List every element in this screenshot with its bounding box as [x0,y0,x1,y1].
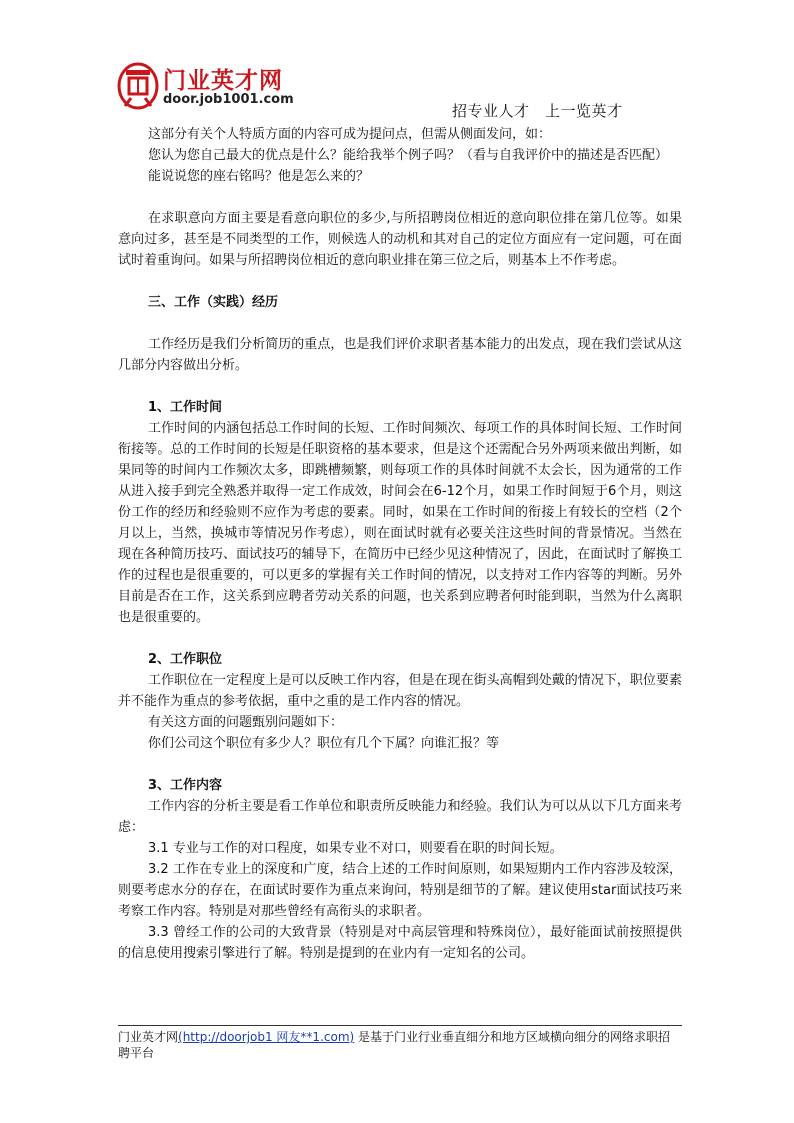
paragraph: 工作职位在一定程度上是可以反映工作内容，但是在现在街头高帽到处戴的情况下，职位要素并不能作为重点的参考依据，重中之重的是工作内容的情况。 [118,673,682,709]
paragraph: 3.3 曾经工作的公司的大致背景（特别是对中高层管理和特殊岗位），最好能面试前按照提供的信息使用搜索引擎进行了解。特别是提到的在业内有一定知名的公司。 [118,925,682,961]
paragraph: 有关这方面的问题甄别问题如下： [148,715,344,730]
logo-url: door.job1001.com [163,92,294,107]
logo-title: 门业英才网 [163,68,283,94]
paragraph: 工作内容的分析主要是看工作单位和职责所反映能力和经验。我们认为可以从以下几方面来考虑： [118,799,682,835]
section-heading: 三、工作（实践）经历 [148,295,279,310]
paragraph: 在求职意向方面主要是看意向职位的多少,与所招聘岗位相近的意向职位排在第几位等。如果意向过多，甚至是不同类型的工作，则候选人的动机和其对自己的定位方面应有一定问题，可在面试时着重询问。如果与所招聘岗位相近的意向职业排在第三位之后，则基本上不作考虑。 [118,211,682,268]
logo-mark-icon [117,60,159,110]
paragraph: 3.2 工作在专业上的深度和广度，结合上述的工作时间原则，如果短期内工作内容涉及较深，则要考虑水分的存在，在面试时要作为重点来询问，特别是细节的了解。建议使用star面试技巧来考察工作内容。特别是对那些曾经有高衔头的求职者。 [118,862,682,919]
paragraph: 能说说您的座右铭吗？他是怎么来的？ [148,169,370,184]
paragraph: 你们公司这个职位有多少人？职位有几个下属？向谁汇报？等 [148,736,500,751]
site-logo [117,60,327,110]
paragraph: 3.1 专业与工作的对口程度，如果专业不对口，则要看在职的时间长短。 [148,841,563,856]
paragraph: 工作时间的内涵包括总工作时间的长短、工作时间频次、每项工作的具体时间长短、工作时间衔接等。总的工作时间的长短是任职资格的基本要求，但是这个还需配合另外两项来做出判断，如果同等的时间内工作频次太多，即跳槽频繁，则每项工作的具体时间就不太会长，因为通常的工作从进入接手到完全熟悉并取得一定工作成效，时间会在6-12个月，如果工作时间短于6个月，则这份工作的经历和经验则不应作为考虑的要素。同时，如果在工作时间的衔接上有较长的空档（2个月以上，当然，换城市等情况另作考虑），则在面试时就有必要关注这些时间的背景情况。当然在现在各种简历技巧、面试技巧的辅导下，在简历中已经少见这种情况了，因此，在面试时了解换工作的过程也是很重要的，可以更多的掌握有关工作时间的情况，以支持对工作内容等的判断。另外目前是否在工作，这关系到应聘者劳动关系的问题，也关系到应聘者何时能到职，当然为什么离职也是很重要的。 [118,421,682,625]
document-body [118,124,682,964]
paragraph: 您认为您自己最大的优点是什么？能给我举个例子吗？（看与自我评价中的描述是否匹配） [148,148,669,163]
footer-site-name: 门业英才网 [118,1030,179,1044]
header-slogan: 招专业人才 上一览英才 [452,102,623,120]
subsection-heading: 2、工作职位 [148,652,223,667]
page-footer [118,1025,682,1061]
paragraph: 这部分有关个人特质方面的内容可成为提问点，但需从侧面发问，如： [148,127,552,142]
subsection-heading: 1、工作时间 [148,400,223,415]
subsection-heading: 3、工作内容 [148,778,223,793]
footer-link[interactable]: (http://doorjob1 网友**1.com) [178,1030,355,1044]
paragraph: 工作经历是我们分析简历的重点，也是我们评价求职者基本能力的出发点，现在我们尝试从这几部分内容做出分析。 [118,337,682,373]
footer-description: 是基于门业行业垂直细分和地方区域横向细分的网络求职招聘平台 [118,1030,671,1060]
